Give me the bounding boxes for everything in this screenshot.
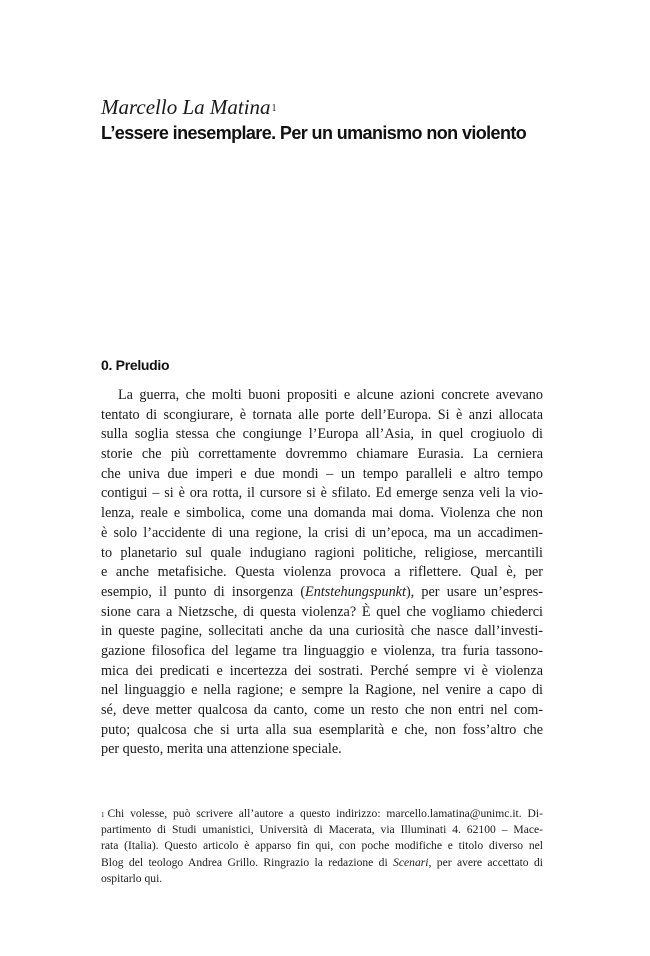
footnote bbox=[101, 806, 543, 887]
body-line: sé, deve metter qualcosa da canto, come un resto che non entri nel com- bbox=[101, 702, 543, 718]
body-line: tentato di scongiurare, è tornata alle porte dell’Europa. Si è anzi allocata bbox=[101, 406, 543, 423]
italic-term: Entstehungspunkt bbox=[305, 583, 406, 600]
footnote-line: ospitarlo qui. bbox=[101, 871, 163, 885]
body-line: contigui – si è ora rotta, il cursore si è sfilato. Ed emerge senza veli la vio- bbox=[101, 485, 543, 502]
footnote-line: partimento di Studi umanistici, Università di Macerata, via Illuminati 4. 62100 – Mace- bbox=[101, 823, 543, 837]
footnote-marker: 1 bbox=[101, 811, 105, 819]
body-paragraph bbox=[101, 386, 543, 760]
body-line: per questo, merita una attenzione speciale. bbox=[101, 741, 342, 758]
body-line: to planetario sul quale indugiano ragioni politiche, religiose, mercantili bbox=[101, 544, 543, 561]
body-line: e anche metafisiche. Questa violenza provoca a riflettere. Qual è, per bbox=[101, 564, 543, 581]
body-line: gazione filosofica del legame tra linguaggio e violenza, tra furia tassono- bbox=[101, 642, 543, 659]
article-title: L’essere inesemplare. Per un umanismo non violento bbox=[101, 123, 527, 143]
footnote-ref-marker[interactable]: 1 bbox=[271, 103, 277, 114]
body-line-part: ), per usare un’espres- bbox=[405, 583, 543, 600]
body-line: puto; qualcosa che si urta alla sua esemplarità e che, non foss’altro che bbox=[101, 721, 543, 738]
footnote-line: rata (Italia). Questo articolo è apparso fin qui, con poche modifiche e titolo diverso nel bbox=[101, 839, 543, 853]
body-line: sulla soglia stessa che congiunge l’Europa all’Asia, in quel crogiuolo di bbox=[101, 426, 543, 443]
body-line: lenza, reale e simbolica, come una domanda mai doma. Violenza che non bbox=[101, 505, 543, 522]
footnote-line bbox=[101, 806, 543, 822]
author-name bbox=[101, 95, 277, 119]
author-name-text: Marcello La Matina bbox=[101, 95, 271, 119]
body-line: è solo l’accidente di una regione, la crisi di un’epoca, ma un accadimen- bbox=[101, 524, 543, 541]
body-line-with-italic bbox=[101, 583, 543, 603]
body-line: La guerra, che molti buoni propositi e alcune azioni concrete avevano bbox=[118, 387, 543, 403]
body-line: in queste pagine, sollecitati anche da una curiosità che nasce dall’investi- bbox=[101, 623, 543, 640]
italic-journal-name: Scenari bbox=[393, 855, 429, 869]
section-heading: 0. Preludio bbox=[101, 357, 170, 373]
footnote-line-with-italic bbox=[101, 855, 543, 871]
footnote-line-part: Blog del teologo Andrea Grillo. Ringrazio la redazione di bbox=[101, 855, 394, 869]
body-line: che univa due imperi e due mondi – un tempo paralleli e altro tempo bbox=[101, 465, 543, 482]
body-line: sione cara a Nietzsche, di questa violenza? È quel che vogliamo chiederci bbox=[101, 603, 543, 620]
footnote-line-part: , per avere accettato di bbox=[428, 855, 543, 869]
body-line: mica dei predicati e incertezza dei sostrati. Perché sempre vi è violenza bbox=[101, 662, 543, 679]
footnote-line-text: Chi volesse, può scrivere all’autore a questo indirizzo: marcello.lamatina@unimc.it. Di- bbox=[107, 807, 543, 820]
body-line: storie che più correttamente dovremmo chiamare Eurasia. La cerniera bbox=[101, 446, 543, 463]
body-line: nel linguaggio e nella ragione; e sempre la Ragione, nel venire a capo di bbox=[101, 682, 543, 699]
body-line-part: esempio, il punto di insorgenza ( bbox=[101, 583, 306, 600]
